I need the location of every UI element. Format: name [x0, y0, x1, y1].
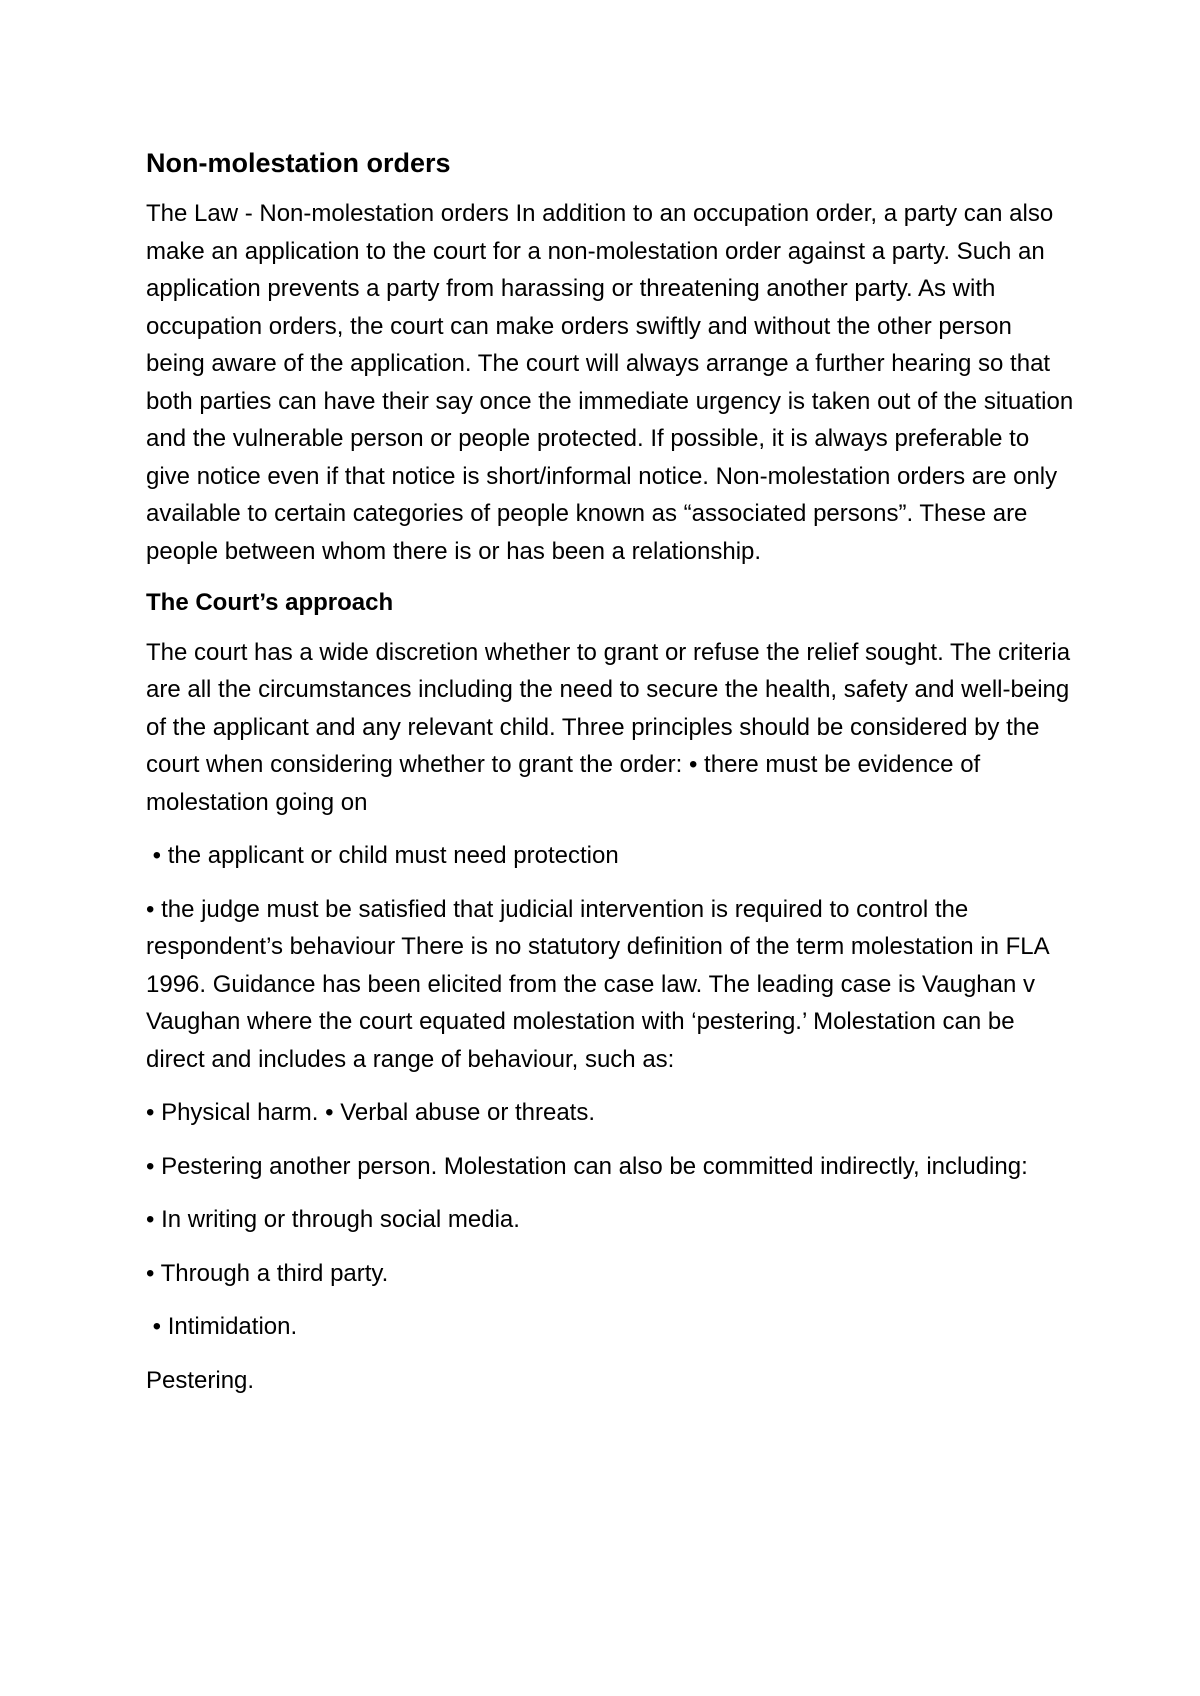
bullet-pestering: • Pestering another person. Molestation can also be committed indirectly, including:	[146, 1152, 1028, 1180]
document-title: Non-molestation orders	[146, 148, 451, 178]
bullet-third-party: • Through a third party.	[146, 1259, 389, 1287]
bullet-intimidation: • Intimidation.	[146, 1313, 298, 1341]
bullet-physical-harm: • Physical harm. • Verbal abuse or threats.	[146, 1099, 596, 1127]
bullet-judge: • the judge must be satisfied that judicial intervention is required to control the respondent’s behaviour There is no statutory definition of the term molestation in FLA 1996. Guidance has been elicited from the case law. The leading case is Vaughan v Vaughan where the court equated molestation with ‘pestering.’ Molestation can be direct and includes a range of behaviour, such as:	[146, 895, 1049, 1073]
section-heading: The Court’s approach	[146, 589, 394, 617]
bullet-protection: • the applicant or child must need protection	[146, 842, 619, 870]
approach-paragraph: The court has a wide discretion whether to grant or refuse the relief sought. The criteria are all the circumstances including the need to secure the health, safety and well-being of the applicant and any relevant child. Three principles should be considered by the court when considering whether to grant the order: • there must be evidence of molestation going on	[146, 638, 1071, 816]
bullet-writing: • In writing or through social media.	[146, 1206, 520, 1234]
document-page	[146, 146, 1076, 1415]
intro-paragraph: The Law - Non-molestation orders In addition to an occupation order, a party can also make an application to the court for a non-molestation order against a party. Such an application prevents a party from harassing or threatening another party. As with occupation orders, the court can make orders swiftly and without the other person being aware of the application. The court will always arrange a further hearing so that both parties can have their say once the immediate urgency is taken out of the situation and the vulnerable person or people protected. If possible, it is always preferable to give notice even if that notice is short/informal notice. Non-molestation orders are only available to certain categories of people known as “associated persons”. These are people between whom there is or has been a relationship.	[146, 200, 1074, 565]
closing-line: Pestering.	[146, 1366, 255, 1394]
